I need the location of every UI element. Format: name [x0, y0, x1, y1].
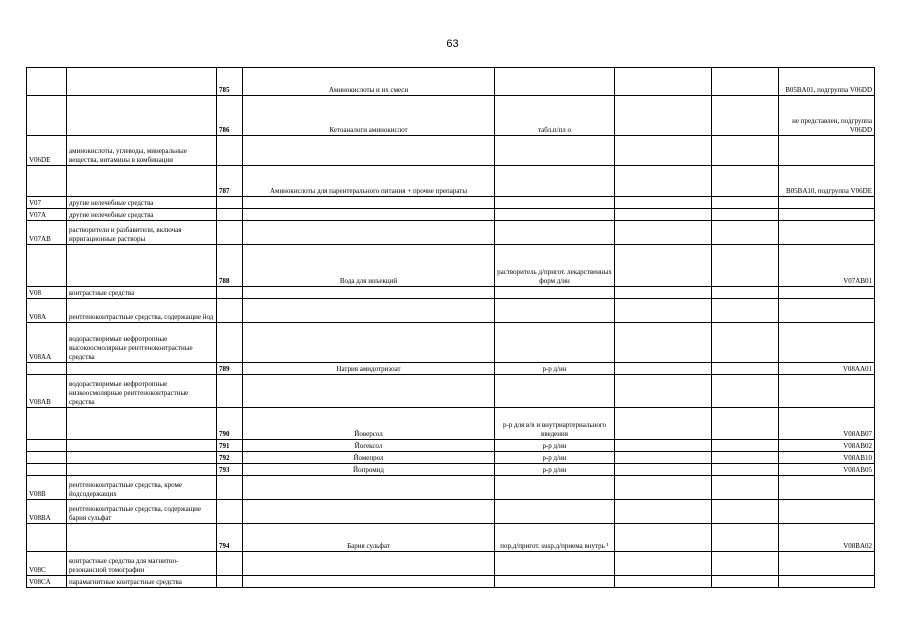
table-row — [27, 500, 875, 524]
dosage-form-cell — [495, 299, 615, 323]
drug-name-cell — [243, 576, 495, 588]
empty-cell — [712, 408, 779, 440]
group-name-cell: другие нелечебные средства — [67, 209, 217, 221]
atc-code-cell: V08AB — [27, 375, 67, 408]
empty-cell — [615, 408, 712, 440]
drug-name-cell — [243, 197, 495, 209]
empty-cell — [615, 287, 712, 299]
empty-cell — [615, 363, 712, 375]
table-row — [27, 552, 875, 576]
drug-name-cell — [243, 299, 495, 323]
group-name-cell: другие нелечебные средства — [67, 197, 217, 209]
drug-name-cell — [243, 552, 495, 576]
group-name-cell: рентгеноконтрастные средства, содержащие бария сульфат — [67, 500, 217, 524]
drug-name-cell: Вода для инъекций — [243, 245, 495, 287]
empty-cell — [615, 500, 712, 524]
atc-code-cell — [27, 524, 67, 552]
drug-name-cell — [243, 476, 495, 500]
table-row — [27, 96, 875, 136]
empty-cell — [615, 209, 712, 221]
empty-cell — [712, 464, 779, 476]
group-name-cell — [67, 245, 217, 287]
dosage-form-cell — [495, 287, 615, 299]
item-number-cell — [217, 209, 243, 221]
atc-code-cell: V08AA — [27, 323, 67, 363]
item-number-cell: 793 — [217, 464, 243, 476]
atc-reference-cell: V08AA01 — [779, 363, 875, 375]
item-number-cell — [217, 476, 243, 500]
atc-code-cell: V08B — [27, 476, 67, 500]
item-number-cell — [217, 287, 243, 299]
item-number-cell — [217, 221, 243, 245]
item-number-cell: 794 — [217, 524, 243, 552]
dosage-form-cell: пор.д/пригот. susp.д/приема внутрь ¹ — [495, 524, 615, 552]
group-name-cell: водорастворимые нефротропные высокоосмолярные рентгеноконтрастные средства — [67, 323, 217, 363]
atc-reference-cell — [779, 287, 875, 299]
table-row — [27, 245, 875, 287]
atc-reference-cell — [779, 576, 875, 588]
empty-cell — [615, 375, 712, 408]
empty-cell — [712, 96, 779, 136]
atc-code-cell: V08 — [27, 287, 67, 299]
item-number-cell: 790 — [217, 408, 243, 440]
group-name-cell — [67, 524, 217, 552]
empty-cell — [712, 452, 779, 464]
dosage-form-cell — [495, 576, 615, 588]
drug-name-cell: Бария сульфат — [243, 524, 495, 552]
drug-name-cell — [243, 323, 495, 363]
atc-reference-cell: не представлен, подгруппа V06DD — [779, 96, 875, 136]
table-row — [27, 287, 875, 299]
empty-cell — [712, 323, 779, 363]
table-row — [27, 209, 875, 221]
item-number-cell: 786 — [217, 96, 243, 136]
table-row — [27, 299, 875, 323]
table-row — [27, 166, 875, 197]
dosage-form-cell — [495, 221, 615, 245]
drug-classification-table — [26, 67, 875, 588]
empty-cell — [712, 363, 779, 375]
item-number-cell — [217, 500, 243, 524]
table-row — [27, 440, 875, 452]
empty-cell — [615, 440, 712, 452]
drug-name-cell: Йопромид — [243, 464, 495, 476]
drug-name-cell: Йомепрол — [243, 452, 495, 464]
drug-name-cell: Аминокислоты для парентерального питания + прочие препараты — [243, 166, 495, 197]
table-row — [27, 576, 875, 588]
drug-name-cell — [243, 500, 495, 524]
empty-cell — [712, 221, 779, 245]
group-name-cell: рентгеноконтрастные средства, кроме йодсодержащих — [67, 476, 217, 500]
atc-code-cell: V08CA — [27, 576, 67, 588]
atc-code-cell — [27, 464, 67, 476]
atc-reference-cell: V08BA02 — [779, 524, 875, 552]
group-name-cell — [67, 96, 217, 136]
atc-code-cell — [27, 166, 67, 197]
dosage-form-cell — [495, 136, 615, 166]
item-number-cell — [217, 299, 243, 323]
atc-code-cell — [27, 96, 67, 136]
item-number-cell — [217, 197, 243, 209]
atc-reference-cell — [779, 323, 875, 363]
group-name-cell — [67, 464, 217, 476]
atc-reference-cell: B05BA10, подгруппа V06DE — [779, 166, 875, 197]
empty-cell — [615, 197, 712, 209]
atc-code-cell: V07AB — [27, 221, 67, 245]
atc-reference-cell — [779, 500, 875, 524]
atc-code-cell: V07 — [27, 197, 67, 209]
empty-cell — [712, 576, 779, 588]
atc-code-cell: V06DE — [27, 136, 67, 166]
atc-reference-cell: B05BA01, подгруппа V06DD — [779, 68, 875, 96]
dosage-form-cell: р-р д/ин — [495, 452, 615, 464]
drug-name-cell: Йогексол — [243, 440, 495, 452]
atc-reference-cell — [779, 552, 875, 576]
table-row — [27, 408, 875, 440]
table-row — [27, 464, 875, 476]
atc-reference-cell — [779, 209, 875, 221]
item-number-cell: 792 — [217, 452, 243, 464]
empty-cell — [712, 440, 779, 452]
atc-code-cell: V08C — [27, 552, 67, 576]
dosage-form-cell — [495, 552, 615, 576]
dosage-form-cell: р-р д/ин — [495, 464, 615, 476]
empty-cell — [615, 476, 712, 500]
atc-reference-cell: V08AB07 — [779, 408, 875, 440]
atc-code-cell: V08A — [27, 299, 67, 323]
empty-cell — [712, 299, 779, 323]
dosage-form-cell: растворитель д/пригот. лекарственных форм д/ин — [495, 245, 615, 287]
item-number-cell: 788 — [217, 245, 243, 287]
atc-code-cell — [27, 452, 67, 464]
group-name-cell: контрастные средства — [67, 287, 217, 299]
table-row — [27, 197, 875, 209]
atc-reference-cell — [779, 299, 875, 323]
table-row — [27, 524, 875, 552]
group-name-cell — [67, 408, 217, 440]
atc-code-cell: V07A — [27, 209, 67, 221]
empty-cell — [712, 68, 779, 96]
item-number-cell: 787 — [217, 166, 243, 197]
empty-cell — [712, 245, 779, 287]
empty-cell — [615, 552, 712, 576]
empty-cell — [615, 323, 712, 363]
empty-cell — [712, 524, 779, 552]
atc-code-cell — [27, 363, 67, 375]
atc-reference-cell: V07AB01 — [779, 245, 875, 287]
atc-code-cell — [27, 408, 67, 440]
empty-cell — [615, 96, 712, 136]
drug-name-cell — [243, 221, 495, 245]
atc-reference-cell: V08AB02 — [779, 440, 875, 452]
table-row — [27, 476, 875, 500]
dosage-form-cell: р-р для в/в и внутриартериального введения — [495, 408, 615, 440]
item-number-cell: 789 — [217, 363, 243, 375]
dosage-form-cell: р-р д/ин — [495, 440, 615, 452]
atc-reference-cell — [779, 136, 875, 166]
drug-name-cell — [243, 287, 495, 299]
item-number-cell — [217, 136, 243, 166]
group-name-cell: водорастворимые нефротропные низкоосмолярные рентгеноконтрастные средства — [67, 375, 217, 408]
group-name-cell: парамагнитные контрастные средства — [67, 576, 217, 588]
empty-cell — [712, 209, 779, 221]
empty-cell — [615, 299, 712, 323]
empty-cell — [712, 166, 779, 197]
atc-reference-cell — [779, 221, 875, 245]
empty-cell — [615, 245, 712, 287]
table-row — [27, 221, 875, 245]
empty-cell — [615, 452, 712, 464]
table-row — [27, 136, 875, 166]
atc-code-cell — [27, 245, 67, 287]
item-number-cell: 791 — [217, 440, 243, 452]
drug-name-cell: Кетоаналоги аминокислот — [243, 96, 495, 136]
empty-cell — [712, 136, 779, 166]
dosage-form-cell — [495, 209, 615, 221]
group-name-cell: контрастные средства для магнитно-резонансной томографии — [67, 552, 217, 576]
empty-cell — [615, 524, 712, 552]
item-number-cell — [217, 323, 243, 363]
empty-cell — [615, 68, 712, 96]
page-number: 63 — [446, 38, 459, 50]
empty-cell — [712, 500, 779, 524]
table-row — [27, 363, 875, 375]
dosage-form-cell — [495, 323, 615, 363]
group-name-cell — [67, 166, 217, 197]
table-row — [27, 323, 875, 363]
dosage-form-cell — [495, 166, 615, 197]
empty-cell — [615, 166, 712, 197]
empty-cell — [615, 464, 712, 476]
dosage-form-cell — [495, 68, 615, 96]
item-number-cell: 785 — [217, 68, 243, 96]
table-row — [27, 68, 875, 96]
drug-name-cell: Аминокислоты и их смеси — [243, 68, 495, 96]
item-number-cell — [217, 552, 243, 576]
group-name-cell: аминокислоты, углеводы, минеральные вещества, витамины в комбинации — [67, 136, 217, 166]
item-number-cell — [217, 576, 243, 588]
atc-reference-cell — [779, 197, 875, 209]
group-name-cell — [67, 440, 217, 452]
group-name-cell — [67, 452, 217, 464]
group-name-cell — [67, 68, 217, 96]
empty-cell — [712, 375, 779, 408]
drug-name-cell: Йоверсол — [243, 408, 495, 440]
empty-cell — [615, 136, 712, 166]
dosage-form-cell — [495, 197, 615, 209]
dosage-form-cell: табл.п/пл о — [495, 96, 615, 136]
drug-name-cell — [243, 375, 495, 408]
group-name-cell: растворители и разбавители, включая ирригационные растворы — [67, 221, 217, 245]
atc-code-cell — [27, 440, 67, 452]
dosage-form-cell: р-р д/ин — [495, 363, 615, 375]
atc-reference-cell — [779, 375, 875, 408]
dosage-form-cell — [495, 375, 615, 408]
table-row — [27, 375, 875, 408]
item-number-cell — [217, 375, 243, 408]
table-row — [27, 452, 875, 464]
atc-code-cell: V08BA — [27, 500, 67, 524]
empty-cell — [615, 221, 712, 245]
dosage-form-cell — [495, 500, 615, 524]
atc-reference-cell: V08AB05 — [779, 464, 875, 476]
group-name-cell: рентгеноконтрастные средства, содержащие йод — [67, 299, 217, 323]
empty-cell — [712, 476, 779, 500]
dosage-form-cell — [495, 476, 615, 500]
empty-cell — [615, 576, 712, 588]
empty-cell — [712, 287, 779, 299]
drug-name-cell — [243, 136, 495, 166]
drug-name-cell: Натрия амидотризоат — [243, 363, 495, 375]
group-name-cell — [67, 363, 217, 375]
atc-code-cell — [27, 68, 67, 96]
empty-cell — [712, 552, 779, 576]
atc-reference-cell: V08AB10 — [779, 452, 875, 464]
drug-name-cell — [243, 209, 495, 221]
empty-cell — [712, 197, 779, 209]
atc-reference-cell — [779, 476, 875, 500]
